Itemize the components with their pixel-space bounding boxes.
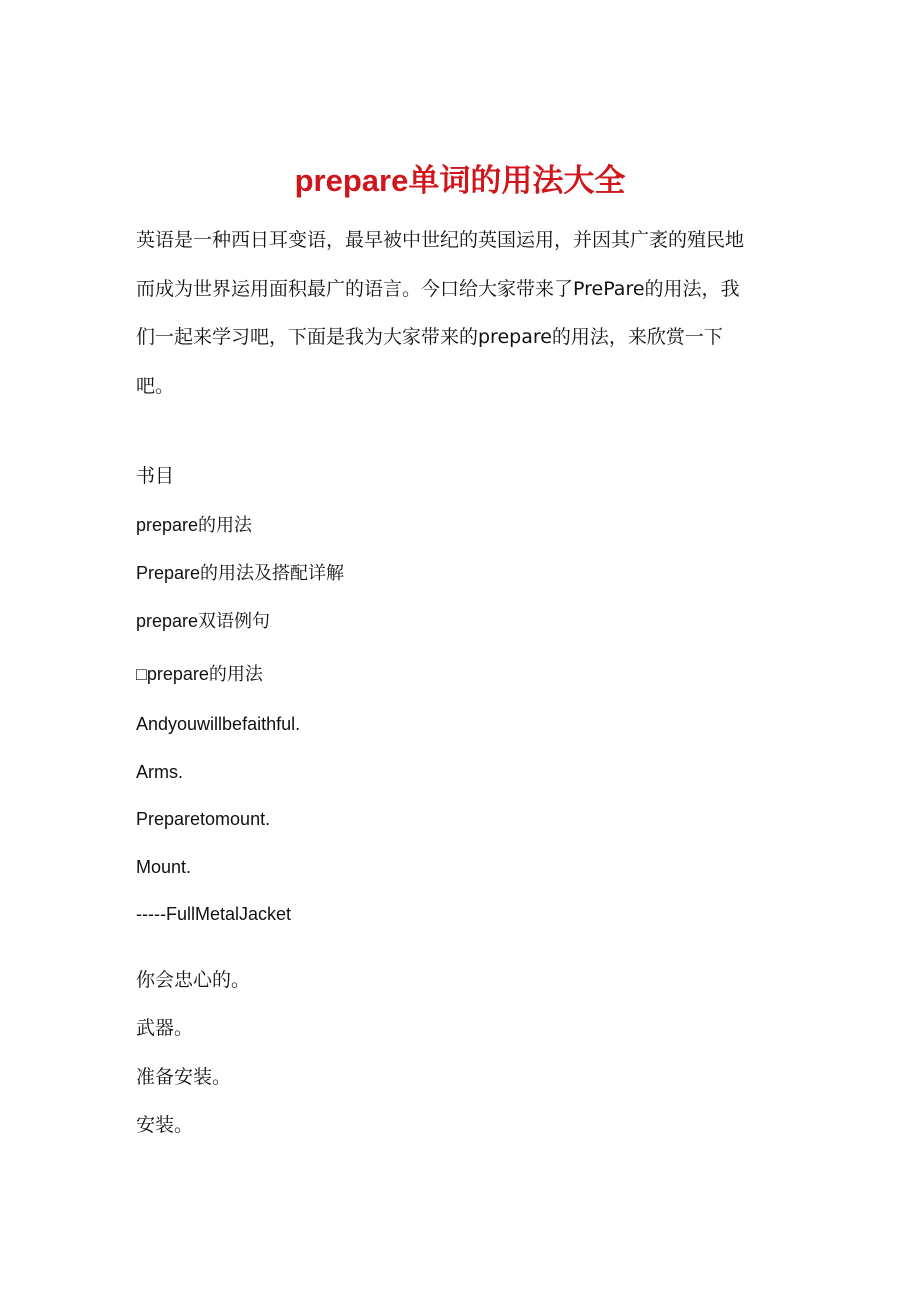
toc-heading: 书目 (136, 465, 175, 487)
quote-line: Arms. (136, 762, 183, 782)
intro-line: 吧。 (136, 374, 175, 397)
toc-item: Prepare的用法及搭配详解 (136, 563, 345, 583)
toc-item: prepare双语例句 (136, 611, 271, 631)
quote-attribution: -----FullMetalJacket (136, 904, 292, 924)
quote-line: Mount. (136, 857, 192, 877)
section-heading: □prepare的用法 (136, 664, 263, 684)
translation-line: 准备安装。 (136, 1066, 232, 1088)
translation-line: 安装。 (136, 1114, 194, 1136)
intro-line: 们一起来学习吧，下面是我为大家带来的prepare的用法，来欣赏一下 (136, 326, 723, 348)
translation-line: 你会忠心的。 (136, 969, 251, 991)
intro-line: 英语是一种西日耳变语，最早被中世纪的英国运用，并因其广袤的殖民地 (136, 229, 745, 251)
quote-line: Preparetomount. (136, 809, 271, 829)
document-title: prepare单词的用法大全 (294, 162, 626, 198)
intro-paragraph (136, 216, 786, 410)
intro-line: 而成为世界运用面积最广的语言。今口给大家带来了PrePare的用法，我 (136, 277, 740, 300)
quote-line: Andyouwillbefaithful. (136, 714, 301, 734)
translation-line: 武器。 (136, 1017, 194, 1039)
toc-item: prepare的用法 (136, 515, 253, 535)
